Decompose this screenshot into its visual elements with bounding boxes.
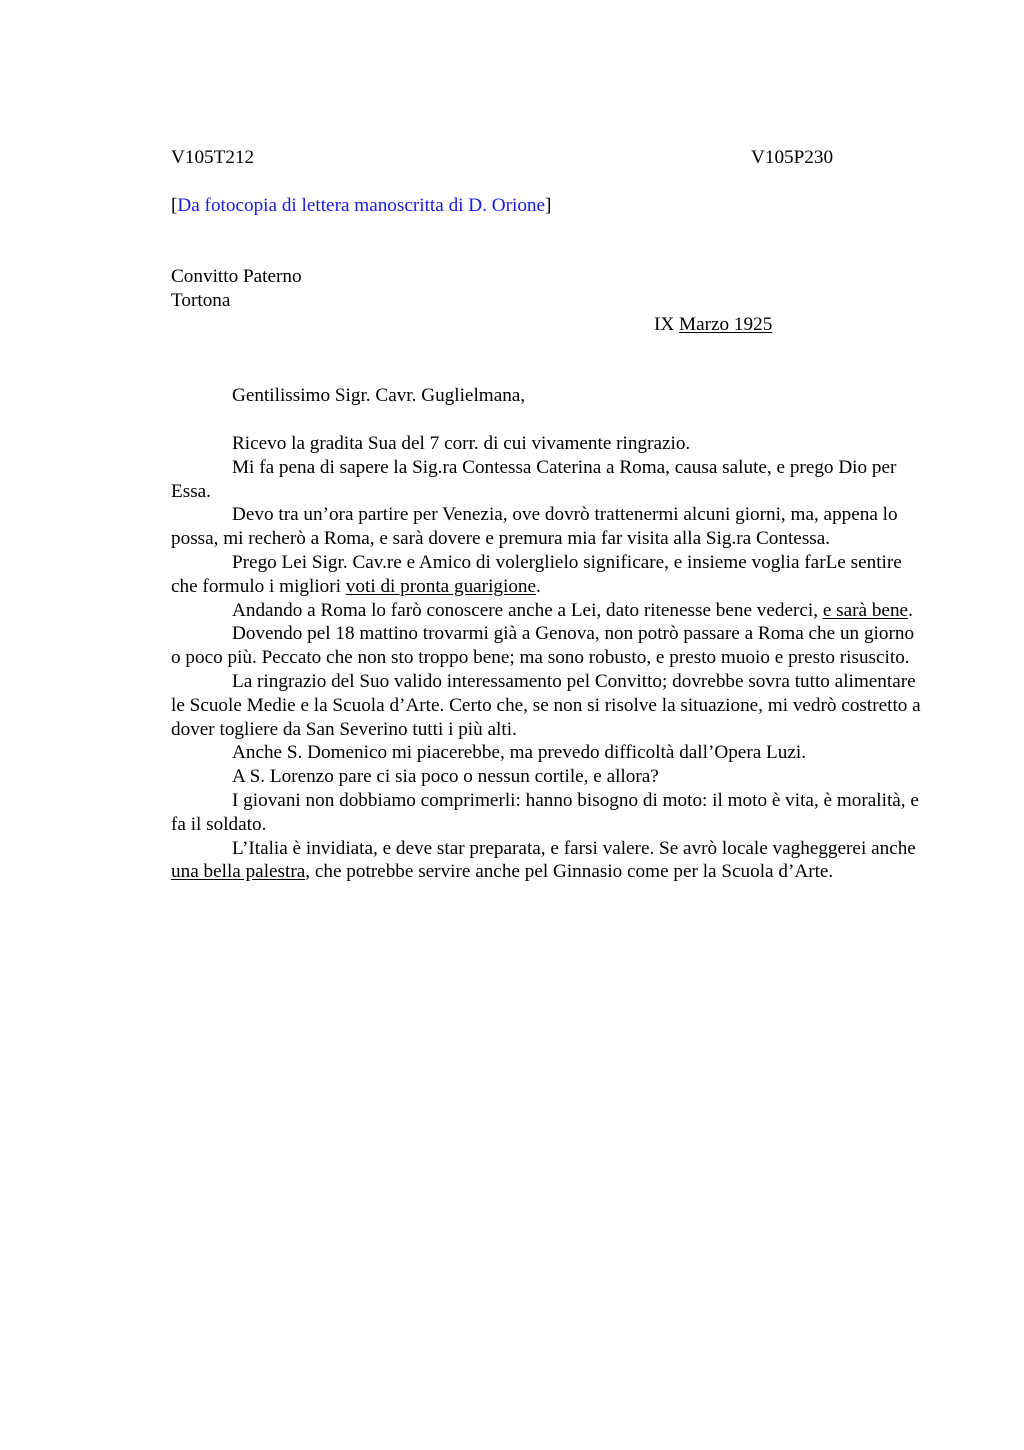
recipient-line-1: Convitto Paterno (171, 266, 302, 287)
paragraph-11 (171, 837, 921, 885)
source-note-close-bracket: ] (545, 195, 552, 216)
letter-body (171, 432, 921, 884)
paragraph-11-text: L’Italia è invidiata, e deve star preparata, e farsi valere. Se avrò locale vagheggerei anche (232, 837, 916, 859)
document-code-right: V105P230 (751, 147, 834, 168)
recipient-line-2: Tortona (171, 290, 231, 311)
paragraph-7: La ringrazio del Suo valido interessamento pel Convitto; dovrebbe sovra tutto alimentare le Scuole Medie e la Scuola d’Arte. Certo che, se non si risolve la situazione, mi vedrò costretto a dover togliere da San Severino tutti i più alti. (171, 670, 921, 740)
paragraph-5-text: Andando a Roma lo farò conoscere anche a Lei, dato ritenesse bene vederci, (232, 599, 823, 621)
date-month-year: Marzo 1925 (679, 314, 773, 335)
date-day: IX (654, 314, 675, 335)
paragraph-1: Ricevo la gradita Sua del 7 corr. di cui vivamente ringrazio. (232, 433, 691, 454)
paragraph-5-underlined: e sarà bene (822, 599, 909, 621)
paragraph-4-underlined: voti di pronta guarigione (345, 575, 537, 597)
letter-date (654, 313, 772, 337)
paragraph-10: I giovani non dobbiamo comprimerli: hanno bisogno di moto: il moto è vita, è moralità, e fa il soldato. (171, 789, 919, 835)
paragraph-5-end: . (908, 599, 913, 621)
salutation: Gentilissimo Sigr. Cavr. Guglielmana, (232, 385, 526, 406)
source-note-open-bracket: [ (171, 195, 178, 216)
paragraph-11-underlined: una bella palestra (171, 861, 306, 883)
paragraph-4 (171, 551, 921, 599)
paragraph-3: Devo tra un’ora partire per Venezia, ove dovrò trattenermi alcuni giorni, ma, appena lo possa, mi recherò a Roma, e sarà dovere e premura mia far visita alla Sig.ra Contessa. (171, 504, 898, 550)
paragraph-5 (171, 599, 921, 623)
paragraph-11-end: , che potrebbe servire anche pel Ginnasio come per la Scuola d’Arte. (305, 861, 834, 883)
paragraph-2: Mi fa pena di sapere la Sig.ra Contessa Caterina a Roma, causa salute, e prego Dio per Essa. (171, 456, 897, 502)
paragraph-9: A S. Lorenzo pare ci sia poco o nessun cortile, e allora? (232, 766, 659, 788)
paragraph-4-text: Prego Lei Sigr. Cav.re e Amico di volerglielo significare, e insieme voglia farLe sentire che formulo i migliori (171, 551, 902, 597)
source-note (171, 194, 551, 218)
recipient-block (171, 265, 302, 313)
source-note-text: Da fotocopia di lettera manoscritta di D. Orione (177, 195, 546, 216)
paragraph-6: Dovendo pel 18 mattino trovarmi già a Genova, non potrò passare a Roma che un giorno o poco più. Peccato che non sto troppo bene; ma sono robusto, e presto muoio e presto risuscito. (171, 623, 915, 669)
document-code-left: V105T212 (171, 147, 255, 168)
paragraph-4-end: . (536, 575, 541, 597)
paragraph-8: Anche S. Domenico mi piacerebbe, ma prevedo difficoltà dall’Opera Luzi. (232, 742, 806, 764)
